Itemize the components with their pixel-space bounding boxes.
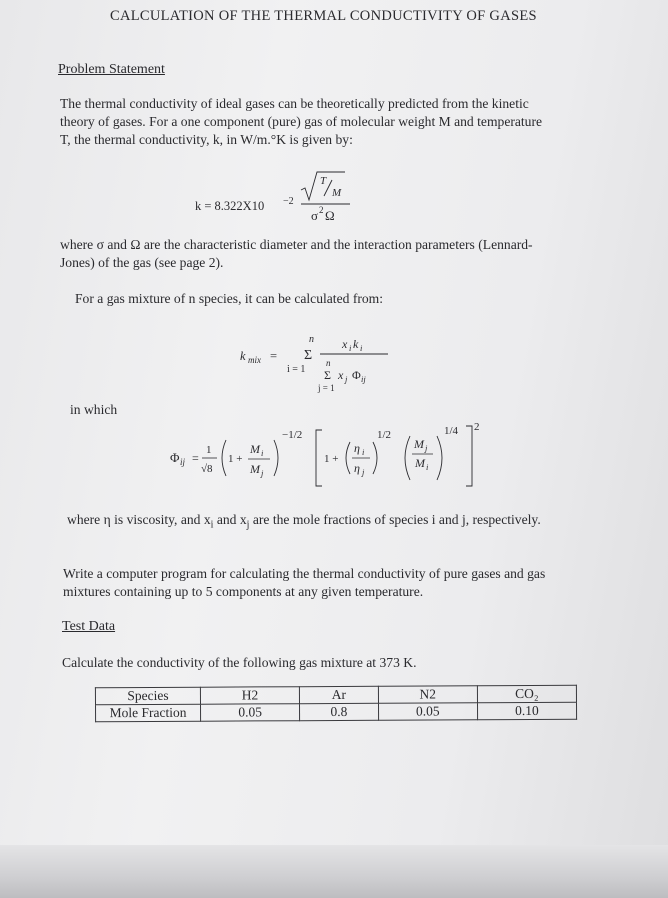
eq3-one-plus-2: 1 +: [324, 453, 339, 465]
left-paren-2: [346, 442, 350, 474]
eq2-num-k: k: [353, 337, 359, 351]
right-paren-1: [274, 440, 278, 476]
fraction-cell: 0.05: [201, 704, 300, 722]
eq2-den-phi: Φ: [352, 368, 361, 382]
problem-statement-heading: Problem Statement: [58, 62, 165, 77]
eq3-mi2: M: [415, 456, 425, 470]
eq2-num-sub2: i: [360, 343, 363, 353]
eq3-mi: M: [250, 442, 260, 456]
eq2-den-phisub: ij: [361, 374, 366, 384]
eq3-eta-j: η: [354, 461, 360, 475]
eq3-mj2: M: [414, 437, 424, 451]
eq1-den-sigma: σ: [311, 208, 319, 223]
eq3-mi-sub: i: [261, 448, 264, 458]
species-cell: H2: [200, 687, 299, 705]
left-bracket: [316, 430, 322, 486]
left-paren-1: [222, 440, 226, 476]
eq2-num-x: x: [342, 337, 348, 351]
equation-pure-conductivity: [195, 168, 375, 228]
eq3-eta-i: η: [354, 441, 360, 455]
eq3-phi-sub: ij: [180, 457, 186, 467]
test-data-heading: Test Data: [62, 619, 116, 634]
fraction-cell: 0.05: [378, 703, 477, 721]
eq1-den-omega: Ω: [325, 208, 335, 223]
species-cell: CO₂: [477, 685, 576, 703]
eq3-eta-j-sub: j: [362, 467, 365, 477]
eq2-den-upper: n: [326, 358, 331, 368]
eq2-den-sigma: Σ: [324, 368, 331, 382]
in-which-label: in which: [70, 402, 118, 417]
right-bracket: [466, 426, 472, 486]
eq3-exp1: −1/2: [282, 429, 303, 441]
eq2-lhs: k: [240, 349, 246, 363]
row-label-mole-fraction: Mole Fraction: [96, 704, 201, 722]
where-line-1: where σ and Ω are the characteristic diameter and the interaction parameters (Lennard-: [60, 237, 533, 252]
eq1-den-sup: 2: [319, 205, 324, 215]
program-line-1: Write a computer program for calculating the thermal conductivity of pure gases and gas: [63, 566, 546, 581]
eq3-equals: =: [192, 451, 199, 465]
eq1-lhs: k = 8.322X10: [195, 199, 265, 213]
eq3-exp3: 1/4: [444, 425, 459, 437]
row-label-species: Species: [95, 687, 200, 705]
eq1-exponent: −2: [283, 196, 294, 207]
gas-mixture-table: [95, 685, 577, 723]
eq3-phi: Φ: [170, 450, 180, 465]
eq3-exp4: 2: [474, 421, 480, 433]
table-row: [96, 702, 577, 722]
fraction-cell: 0.10: [477, 702, 576, 720]
equation-phi-ij: [170, 418, 500, 498]
eq2-lhs-sub: mix: [248, 355, 261, 365]
viscosity-sub-j: j: [246, 519, 250, 531]
eq1-num-m: M: [332, 187, 342, 199]
intro-line-1: The thermal conductivity of ideal gases can be theoretically predicted from the kinetic: [60, 96, 529, 111]
viscosity-text-3: are the mole fractions of species i and j, respectively.: [249, 512, 541, 527]
intro-line-2: theory of gases. For a one component (pure) gas of molecular weight M and temperature: [60, 114, 543, 129]
page-bottom-shadow: [0, 845, 668, 898]
left-paren-3: [405, 436, 410, 480]
program-line-2: mixtures containing up to 5 components at any given temperature.: [63, 584, 424, 599]
eq3-eta-i-sub: i: [362, 447, 365, 457]
mixture-line: For a gas mixture of n species, it can be calculated from:: [75, 291, 384, 306]
right-paren-3: [437, 436, 442, 480]
species-cell: N2: [378, 686, 477, 704]
eq2-den-lower: j = 1: [318, 383, 335, 393]
eq3-exp2: 1/2: [377, 429, 392, 441]
eq2-den-xsub: j: [345, 374, 348, 384]
viscosity-text-1: where η is viscosity, and x: [67, 512, 211, 527]
eq3-one: 1: [206, 444, 212, 456]
equation-mixture-conductivity: [240, 330, 400, 400]
eq3-mj: M: [250, 462, 260, 476]
eq3-sqrt8: √8: [201, 463, 213, 475]
eq3-mi2-sub: i: [426, 462, 429, 472]
eq3-one-plus: 1 +: [228, 453, 243, 465]
eq2-sigma: Σ: [304, 348, 313, 363]
where-line-2: Jones) of the gas (see page 2).: [60, 255, 224, 270]
eq2-equals: =: [270, 349, 278, 363]
viscosity-sub-i: i: [210, 519, 214, 531]
eq1-num-t: T: [320, 175, 327, 187]
viscosity-line: [67, 511, 541, 535]
calc-line: Calculate the conductivity of the following gas mixture at 373 K.: [62, 655, 417, 670]
eq2-num-sub1: i: [349, 343, 352, 353]
eq2-den-x: x: [338, 368, 344, 382]
viscosity-text-2: and x: [213, 512, 247, 527]
right-paren-2: [373, 442, 377, 474]
intro-line-3: T, the thermal conductivity, k, in W/m.°K is given by:: [60, 132, 353, 147]
eq3-mj-sub: j: [261, 468, 264, 478]
fraction-cell: 0.8: [300, 703, 379, 720]
eq2-upper: n: [309, 334, 314, 345]
page-title: CALCULATION OF THE THERMAL CONDUCTIVITY OF GASES: [110, 8, 537, 24]
eq2-lower: i = 1: [287, 364, 306, 375]
species-cell: Ar: [300, 686, 379, 703]
eq3-mj2-sub: j: [425, 443, 428, 453]
